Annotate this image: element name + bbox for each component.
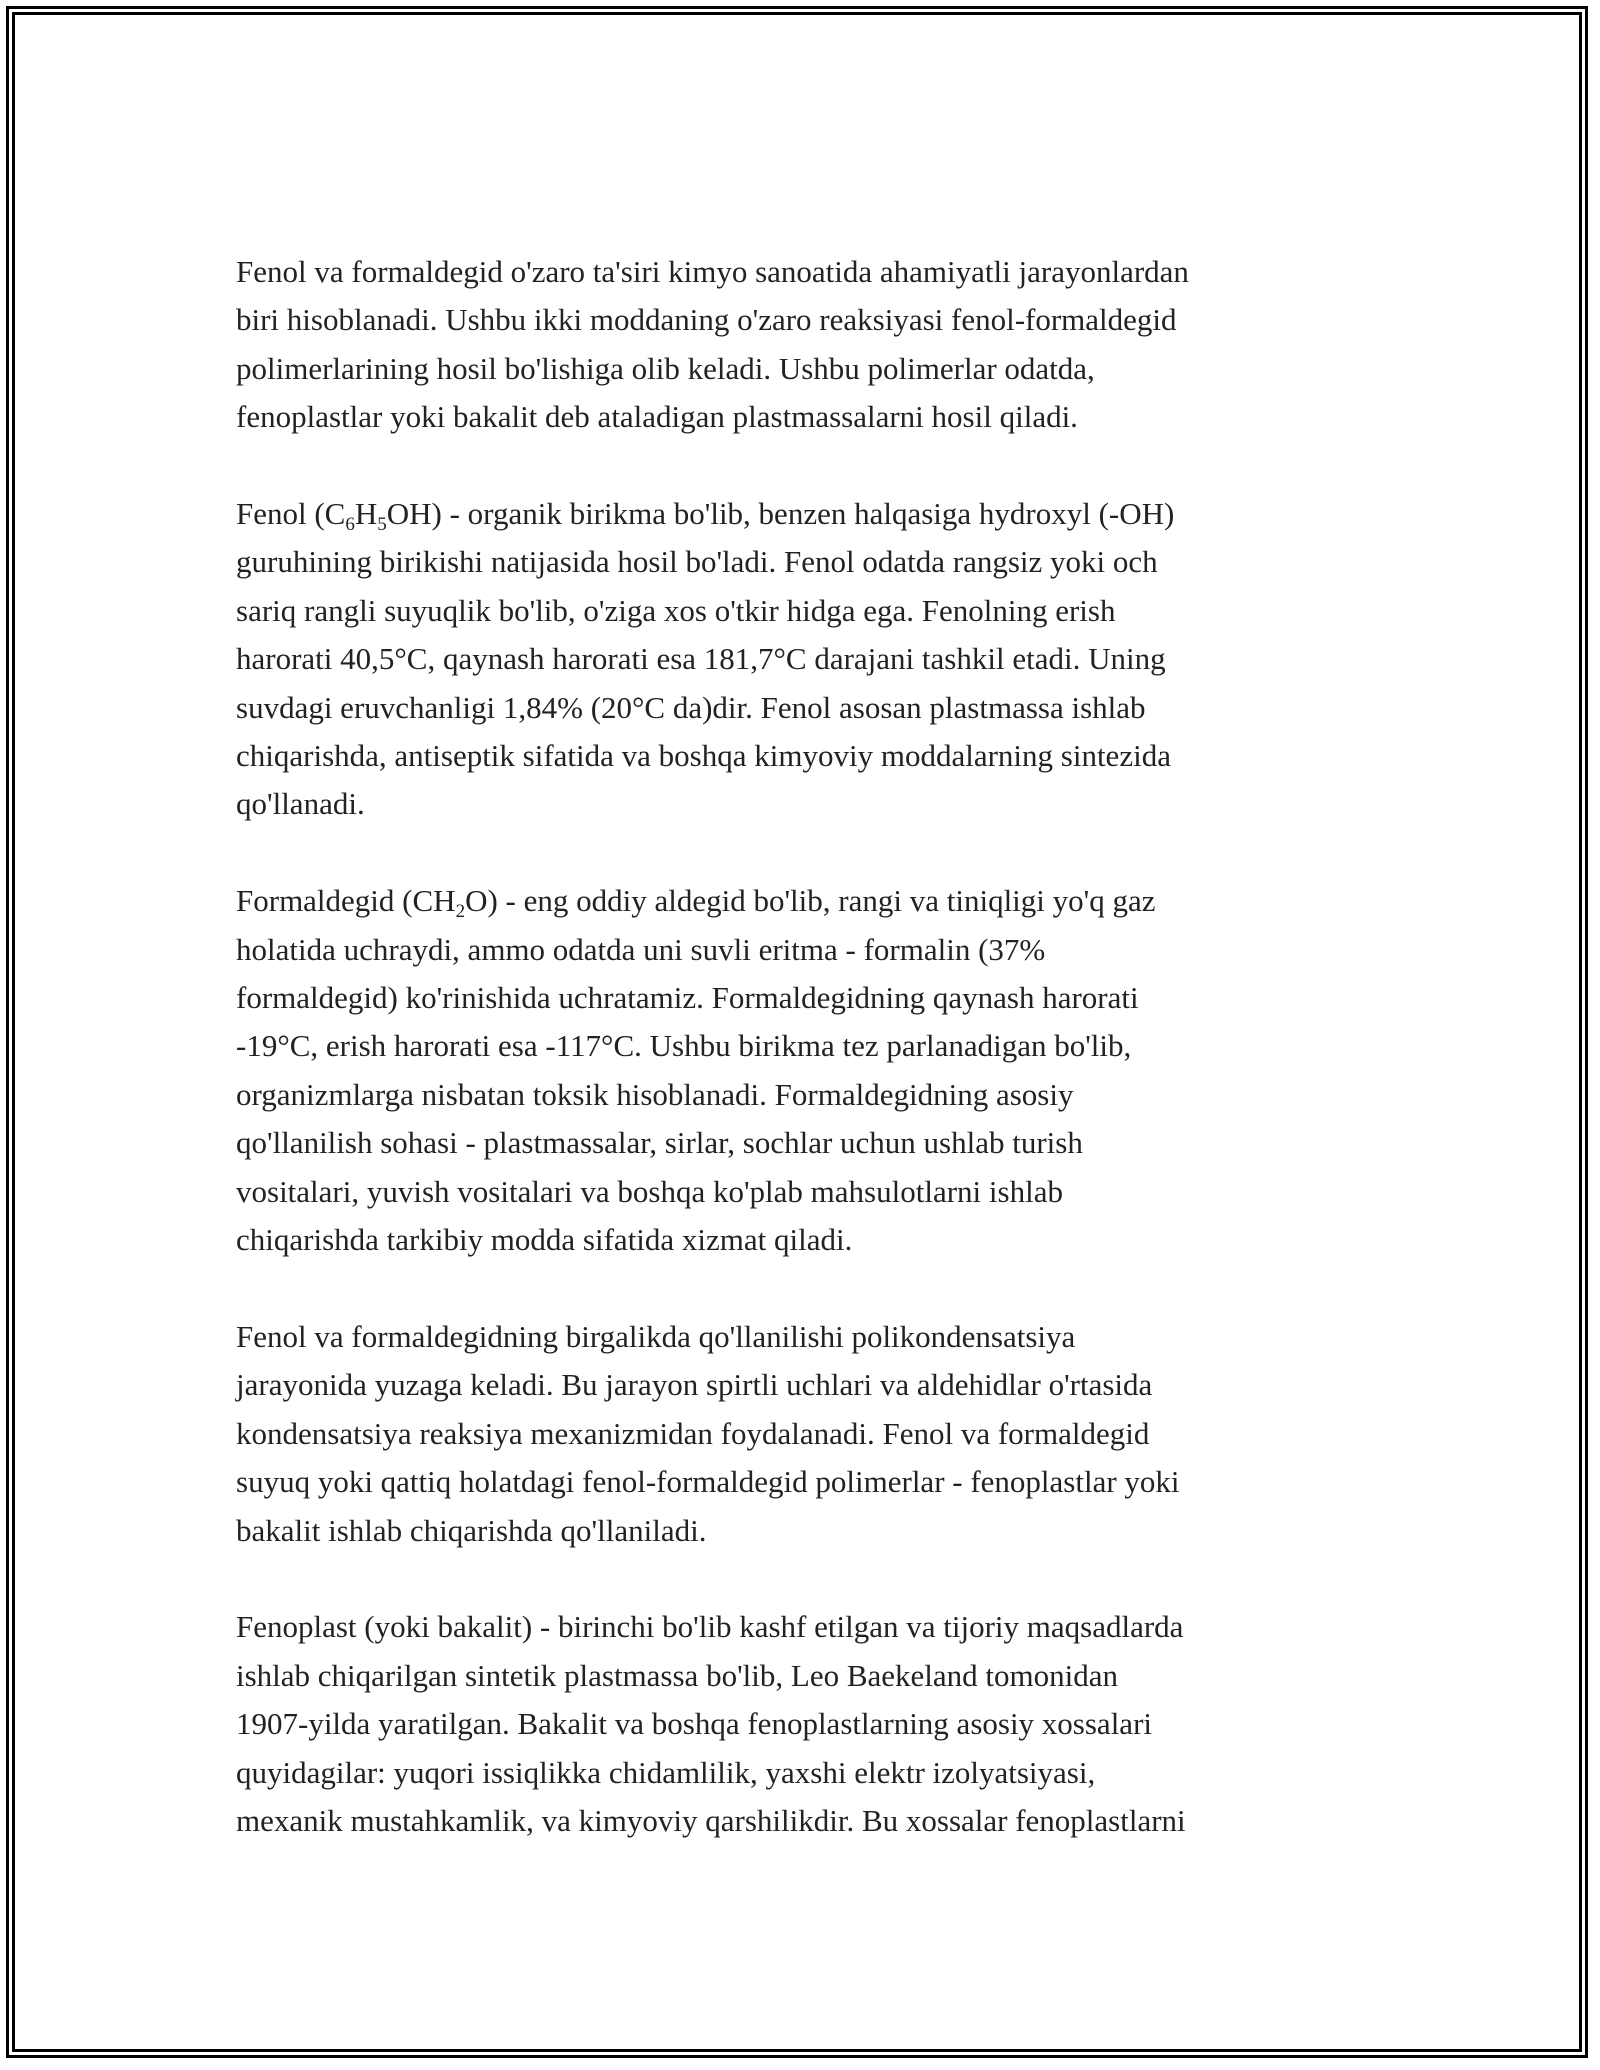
- text-run: OH) - organik birikma bo'lib, benzen halqasiga hydroxyl (-OH): [386, 496, 1175, 532]
- text-line: qo'llanilish sohasi - plastmassalar, sirlar, sochlar uchun ushlab turish: [236, 1125, 1083, 1161]
- text-line: jarayonida yuzaga keladi. Bu jarayon spirtli uchlari va aldehidlar o'rtasida: [236, 1367, 1153, 1403]
- paragraph-polycondensation: [236, 1313, 1396, 1555]
- text-line: [236, 883, 1156, 923]
- text-line: suvdagi eruvchanligi 1,84% (20°C da)dir. Fenol asosan plastmassa ishlab: [236, 689, 1146, 725]
- text-line: polimerlarining hosil bo'lishiga olib keladi. Ushbu polimerlar odatda,: [236, 350, 1095, 386]
- text-line: -19°C, erish harorati esa -117°C. Ushbu birikma tez parlanadigan bo'lib,: [236, 1028, 1132, 1064]
- text-run: Formaldegid (CH: [236, 883, 456, 919]
- text-run: Fenol (C: [236, 496, 346, 532]
- text-line: suyuq yoki qattiq holatdagi fenol-formaldegid polimerlar - fenoplastlar yoki: [236, 1464, 1180, 1500]
- text-line: chiqarishda tarkibiy modda sifatida xizmat qiladi.: [236, 1222, 853, 1258]
- text-line: vositalari, yuvish vositalari va boshqa ko'plab mahsulotlarni ishlab: [236, 1173, 1063, 1209]
- subscript: 2: [455, 901, 466, 923]
- paragraph-phenol: [236, 490, 1396, 829]
- text-line: Fenol va formaldegid o'zaro ta'siri kimyo sanoatida ahamiyatli jarayonlardan: [236, 254, 1189, 289]
- text-line: bakalit ishlab chiqarishda qo'llaniladi.: [236, 1512, 707, 1548]
- text-line: Fenol va formaldegidning birgalikda qo'llanilishi polikondensatsiya: [236, 1318, 1076, 1354]
- text-line: [236, 496, 1175, 536]
- text-line: formaldegid) ko'rinishida uchratamiz. Formaldegidning qaynash harorati: [236, 980, 1139, 1016]
- text-line: biri hisoblanadi. Ushbu ikki moddaning o'zaro reaksiyasi fenol-formaldegid: [236, 302, 1177, 338]
- paragraph-fenoplast: [236, 1603, 1396, 1845]
- text-line: guruhining birikishi natijasida hosil bo'ladi. Fenol odatda rangsiz yoki och: [236, 544, 1158, 580]
- text-line: qo'llanadi.: [236, 786, 365, 822]
- text-run: O) - eng oddiy aldegid bo'lib, rangi va tiniqligi yo'q gaz: [465, 883, 1156, 919]
- text-line: holatida uchraydi, ammo odatda uni suvli eritma - formalin (37%: [236, 931, 1046, 967]
- text-line: organizmlarga nisbatan toksik hisoblanadi. Formaldegidning asosiy: [236, 1076, 1074, 1112]
- text-line: 1907-yilda yaratilgan. Bakalit va boshqa fenoplastlarning asosiy xossalari: [236, 1706, 1152, 1742]
- paragraph-formaldehyde: [236, 877, 1396, 1264]
- subscript: 5: [377, 514, 387, 536]
- text-line: kondensatsiya reaksiya mexanizmidan foydalanadi. Fenol va formaldegid: [236, 1415, 1150, 1451]
- text-line: harorati 40,5°C, qaynash harorati esa 181,7°C darajani tashkil etadi. Uning: [236, 641, 1166, 677]
- text-line: Fenoplast (yoki bakalit) - birinchi bo'lib kashf etilgan va tijoriy maqsadlarda: [236, 1609, 1184, 1645]
- document-body: [236, 248, 1396, 1894]
- paragraph-phenol-formaldehyde-intro: [236, 248, 1396, 442]
- text-run: H: [354, 496, 378, 532]
- text-line: ishlab chiqarilgan sintetik plastmassa bo'lib, Leo Baekeland tomonidan: [236, 1657, 1119, 1693]
- text-line: quyidagilar: yuqori issiqlikka chidamlilik, yaxshi elektr izolyatsiyasi,: [236, 1754, 1096, 1790]
- subscript: 6: [345, 514, 355, 536]
- text-line: chiqarishda, antiseptik sifatida va boshqa kimyoviy moddalarning sintezida: [236, 738, 1171, 774]
- text-line: fenoplastlar yoki bakalit deb ataladigan plastmassalarni hosil qiladi.: [236, 399, 1078, 435]
- text-line: sariq rangli suyuqlik bo'lib, o'ziga xos o'tkir hidga ega. Fenolning erish: [236, 592, 1116, 628]
- text-line: mexanik mustahkamlik, va kimyoviy qarshilikdir. Bu xossalar fenoplastlarni: [236, 1802, 1186, 1838]
